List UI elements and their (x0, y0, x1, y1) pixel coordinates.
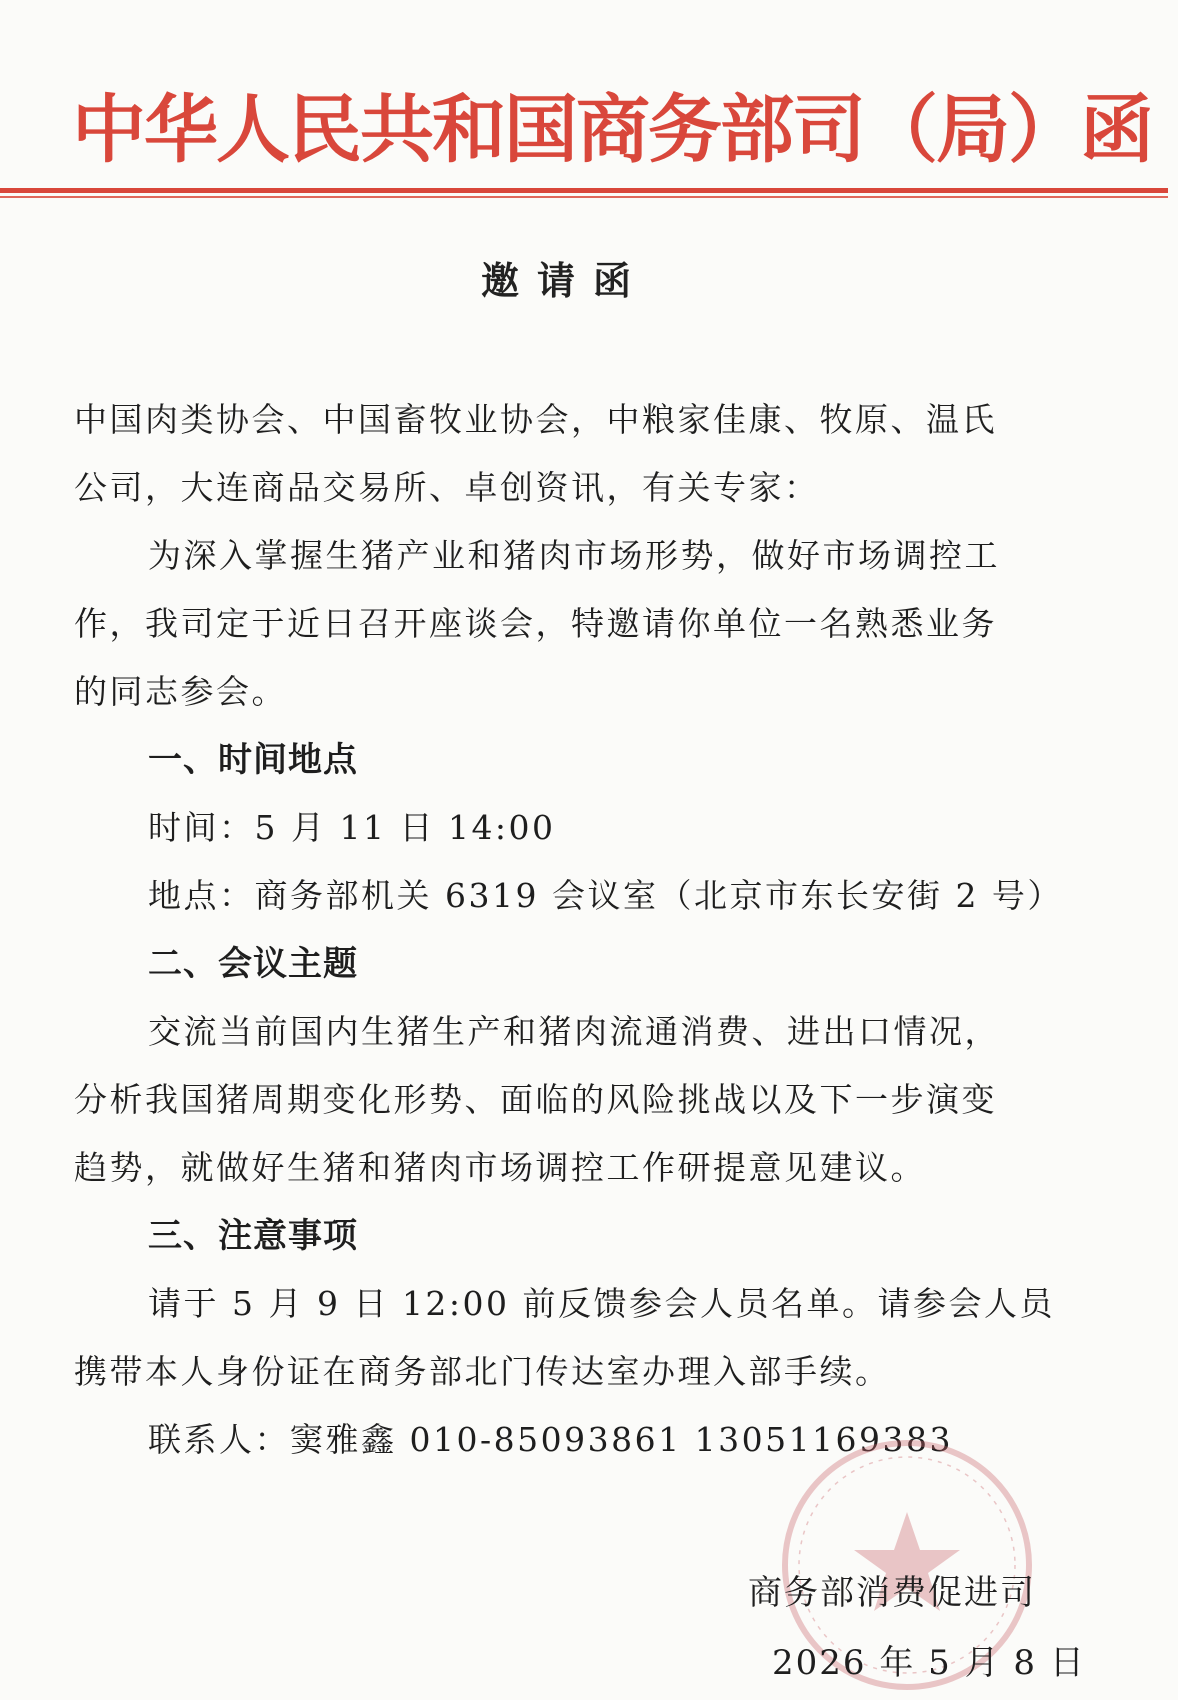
issuer-signature: 商务部消费促进司 (748, 1573, 1036, 1613)
notes-line-1: 请于 5 月 9 日 12:00 前反馈参会人员名单。请参会人员 (148, 1284, 1056, 1323)
section-heading-time-place: 一、时间地点 (148, 740, 358, 780)
letter-body (74, 386, 1074, 1474)
letterhead-rule-thick (0, 188, 1168, 193)
topic-line-2: 分析我国猪周期变化形势、面临的风险挑战以及下一步演变 (74, 1080, 997, 1119)
recipients-line-1: 中国肉类协会、中国畜牧业协会，中粮家佳康、牧原、温氏 (74, 400, 997, 439)
meeting-place: 地点：商务部机关 6319 会议室（北京市东长安街 2 号） (148, 876, 1063, 915)
topic-line-3: 趋势，就做好生猪和猪肉市场调控工作研提意见建议。 (74, 1148, 926, 1187)
letterhead-rule-thin (0, 196, 1168, 198)
recipients-line-2: 公司，大连商品交易所、卓创资讯，有关专家： (74, 468, 820, 507)
section-heading-notes: 三、注意事项 (148, 1216, 358, 1256)
section-heading-topic: 二、会议主题 (148, 944, 358, 984)
notes-line-2: 携带本人身份证在商务部北门传达室办理入部手续。 (74, 1352, 891, 1391)
topic-line-1: 交流当前国内生猪生产和猪肉流通消费、进出口情况， (148, 1012, 1000, 1051)
letterhead-title: 中华人民共和国商务部司（局）函 (72, 87, 1152, 173)
intro-line-2: 作，我司定于近日召开座谈会，特邀请你单位一名熟悉业务 (74, 604, 997, 643)
intro-line-1: 为深入掌握生猪产业和猪肉市场形势，做好市场调控工 (148, 536, 1000, 575)
issue-date: 2026 年 5 月 8 日 (772, 1643, 1086, 1683)
document-title: 邀请函 (480, 259, 649, 303)
meeting-time: 时间：5 月 11 日 14:00 (148, 808, 556, 847)
intro-line-3: 的同志参会。 (74, 672, 287, 711)
contact-line: 联系人：窦雅鑫 010-85093861 13051169383 (148, 1420, 954, 1459)
